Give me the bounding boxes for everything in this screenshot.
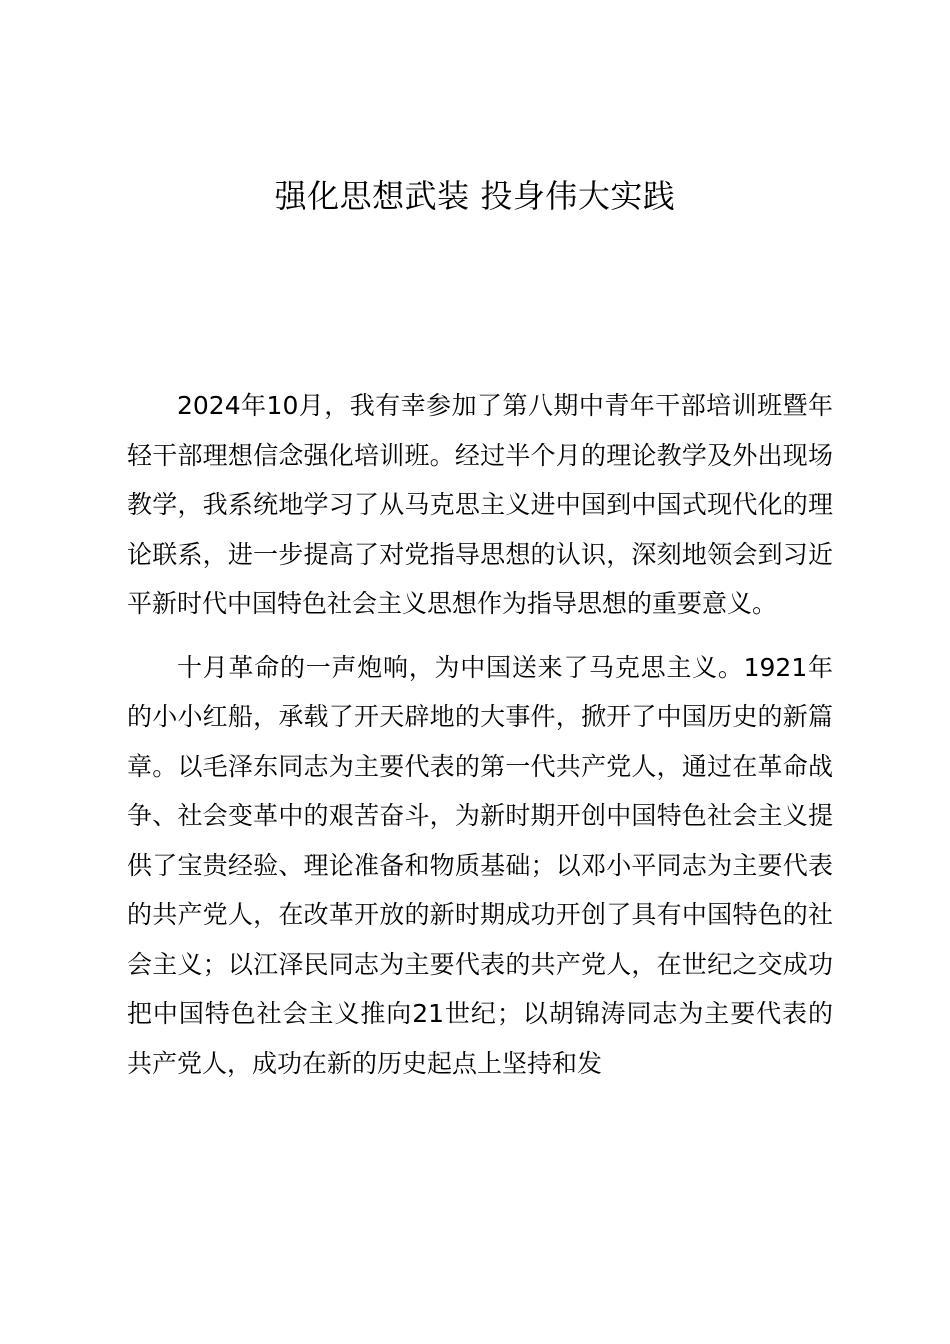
document-body <box>127 381 833 1088</box>
paragraph-2: 十月革命的一声炮响，为中国送来了马克思主义。1921年的小小红船，承载了开天辟地的大事件，掀开了中国历史的新篇章。以毛泽东同志为主要代表的第一代共产党人，通过在革命战争、社会变革中的艰苦奋斗，为新时期开创中国特色社会主义提供了宝贵经验、理论准备和物质基础；以邓小平同志为主要代表的共产党人，在改革开放的新时期成功开创了具有中国特色的社会主义；以江泽民同志为主要代表的共产党人，在世纪之交成功把中国特色社会主义推向21世纪；以胡锦涛同志为主要代表的共产党人，成功在新的历史起点上坚持和发 <box>127 652 833 1078</box>
paragraph-1: 2024年10月，我有幸参加了第八期中青年干部培训班暨年轻干部理想信念强化培训班。经过半个月的理论教学及外出现场教学，我系统地学习了从马克思主义进中国到中国式现代化的理论联系，进一步提高了对党指导思想的认识，深刻地领会到习近平新时代中国特色社会主义思想作为指导思想的重要意义。 <box>127 391 833 618</box>
document-title: 强化思想武装 投身伟大实践 <box>274 177 676 215</box>
